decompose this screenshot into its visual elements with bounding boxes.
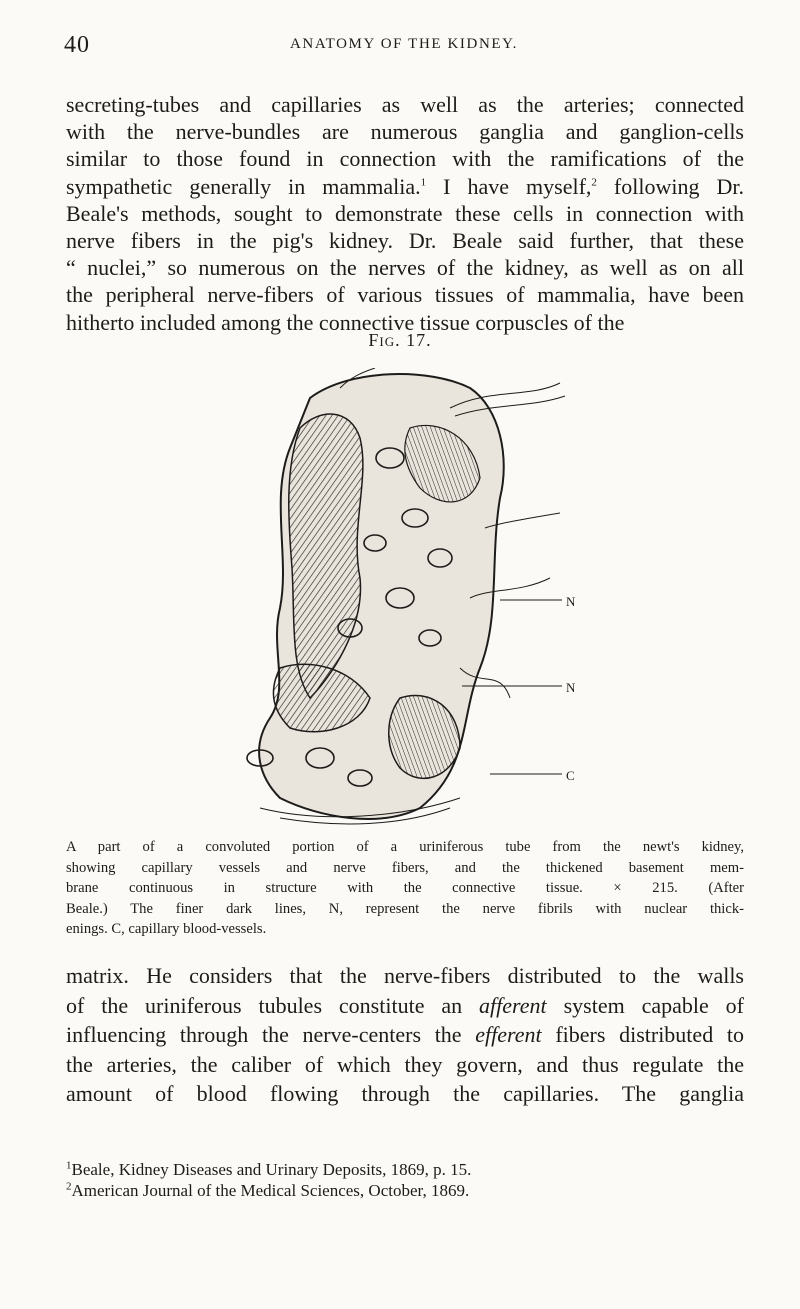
text-line: influencing through the nerve-centers the efferent fibers distributed to	[66, 1022, 744, 1048]
footnote-ref: 1	[420, 176, 427, 189]
text-line-with-footnotes: sympathetic generally in mammalia.$^1$ I have myself,$^2$ following Dr.	[66, 173, 744, 199]
footnotes	[66, 1159, 744, 1201]
running-head: ANATOMY OF THE KIDNEY.	[290, 36, 518, 52]
footnote: $^1$Beale, Kidney Diseases and Urinary Deposits, 1869, p. 15.	[66, 1159, 472, 1179]
kidney-tubule-illustration	[200, 368, 600, 828]
text-line: the peripheral nerve-fibers of various tissues of mammalia, have been	[66, 282, 744, 308]
footnote: $^2$American Journal of the Medical Sciences, October, 1869.	[66, 1180, 470, 1200]
text-line: of the uriniferous tubules constitute an afferent system capable of	[66, 992, 745, 1018]
caption-line: showing capillary vessels and nerve fibers, and the thickened basement mem-	[66, 859, 744, 876]
figure-caption	[66, 837, 744, 940]
marker-c: C	[566, 768, 575, 783]
caption-line: brane continuous in structure with the connective tissue. × 215. (After	[66, 880, 744, 897]
text-line: amount of blood flowing through the capillaries. The ganglia	[66, 1081, 744, 1107]
text-line: Beale's methods, sought to demonstrate these cells in connection with	[66, 200, 744, 226]
text-line: hitherto included among the connective tissue corpuscles of the	[66, 309, 625, 335]
caption-line: Beale.) The finer dark lines, N, represent the nerve fibrils with nuclear thick-	[66, 900, 744, 917]
marker-n-1: N	[566, 594, 576, 609]
text-line: the arteries, the caliber of which they govern, and thus regulate the	[66, 1051, 744, 1077]
figure-label: Fig. 17.	[368, 330, 432, 350]
figure-illustration	[200, 368, 600, 828]
text-line: “ nuclei,” so numerous on the nerves of the kidney, as well as on all	[66, 255, 744, 281]
text-line: secreting-tubes and capillaries as well as the arteries; connected	[66, 92, 744, 117]
footnote-ref: 2	[591, 176, 597, 189]
text-line: with the nerve-bundles are numerous ganglia and ganglion-cells	[66, 119, 744, 145]
marker-n-2: N	[566, 680, 576, 695]
caption-line: A part of a convoluted portion of a uriniferous tube from the newt's kidney,	[66, 839, 744, 855]
text-line: matrix. He considers that the nerve-fibers distributed to the walls	[66, 963, 744, 988]
text-line: nerve fibers in the pig's kidney. Dr. Beale said further, that these	[66, 228, 744, 254]
page-number: 40	[64, 32, 90, 58]
paragraph-top	[66, 91, 744, 336]
emphasis-efferent: efferent	[475, 1022, 542, 1048]
caption-line: enings. C, capillary blood-vessels.	[66, 921, 267, 938]
paragraph-bottom	[66, 961, 744, 1109]
emphasis-afferent: afferent	[479, 992, 547, 1018]
page-header	[64, 32, 744, 62]
text-line: similar to those found in connection with the ramifications of the	[66, 146, 744, 172]
